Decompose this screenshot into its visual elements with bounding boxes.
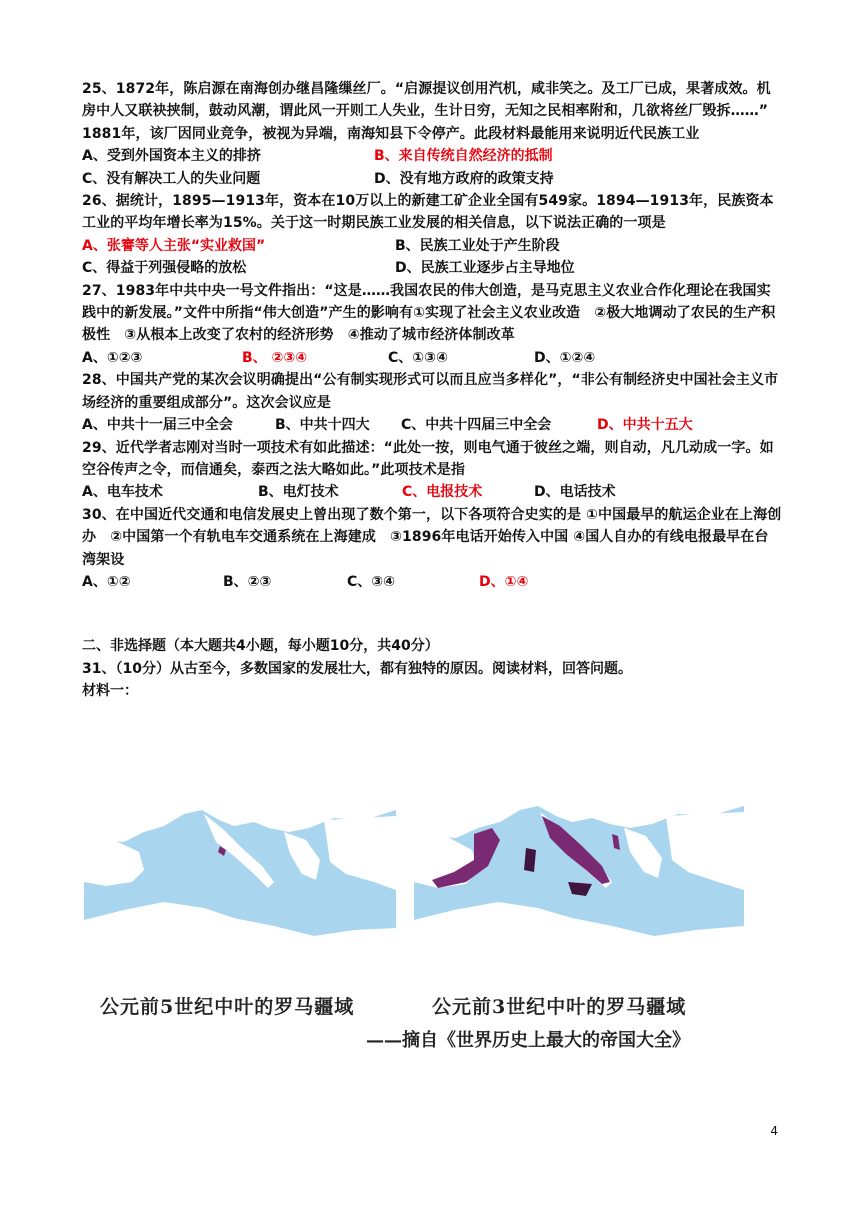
option-c: C、③④ — [347, 573, 395, 590]
question-stem: 25、1872年，陈启源在南海创办继昌隆缫丝厂。“启源提议创用汽机，咸非笑之。及工厂已成，果著成效。机房中人又联袂挟制，鼓动风潮，谓此风一开则工人失业，生计日穷，无知之民相率附和，几欲将丝厂毁拆……” 1881年，该厂因同业竞争，被视为异端，南海知县下令停产。此段材料最能用来说明近代民族工业 — [82, 81, 771, 142]
question-stem: 27、1983年中共中央一号文件指出：“这是……我国农民的伟大创造，是马克思主义农业合作化理论在我国实践中的新发展。”文件中所指“伟大创造”产生的影响有①实现了社会主义农业改造 ②极大地调动了农民的生产积极性 ③从根本上改变了农村的经济形势 ④推动了城市经济体制改革 — [82, 282, 776, 344]
question-27 — [82, 280, 782, 347]
map-source: ——摘自《世界历史上最大的帝国大全》 — [366, 1030, 690, 1051]
question-30 — [82, 504, 782, 571]
option-a: A、中共十一届三中全会 — [82, 417, 233, 434]
option-c: C、①③④ — [388, 349, 448, 366]
question-28 — [82, 369, 782, 414]
question-26 — [82, 190, 782, 235]
map-figure — [84, 770, 754, 1060]
options-row — [82, 414, 782, 436]
question-stem: 26、据统计，1895—1913年，资本在10万以上的新建工矿企业全国有549家。1894—1913年，民族资本工业的平均年增长率为15%。关于这一时期民族工业发展的相关信息，以下说法正确的一项是 — [82, 193, 774, 232]
option-b: B、民族工业处于产生阶段 — [395, 237, 560, 254]
option-a: A、①②③ — [82, 349, 143, 366]
option-b: B、来自传统自然经济的抵制 — [374, 148, 553, 165]
question-stem: 29、近代学者志刚对当时一项技术有如此描述：“此处一按，则电气通于彼丝之端，则自动，凡几动成一字。如空谷传声之令，而信通矣，泰西之法大略如此。”此项技术是指 — [82, 439, 774, 478]
option-a: A、①② — [82, 573, 131, 590]
options-row — [82, 168, 782, 190]
map-3rd-century-bc — [414, 770, 744, 982]
question-29 — [82, 437, 782, 482]
option-d: D、电话技术 — [534, 484, 616, 501]
section-heading — [82, 635, 782, 702]
options-row — [82, 145, 782, 167]
roman-territory-sardinia — [524, 848, 536, 872]
question-stem: 30、在中国近代交通和电信发展史上曾出现了数个第一，以下各项符合史实的是 ①中国最早的航运企业在上海创办 ②中国第一个有轨电车交通系统在上海建成 ③1896年电话开始传入中国 ④国人自办的有线电报最早在台湾架设 — [82, 506, 782, 568]
question-31: 31、（10分）从古至今，多数国家的发展壮大，都有独特的原因。阅读材料，回答问题。 — [82, 660, 632, 677]
map-5th-century-bc — [84, 770, 396, 980]
option-c: C、中共十四届三中全会 — [401, 417, 552, 434]
option-b: B、电灯技术 — [258, 484, 339, 501]
option-c: C、电报技术 — [402, 484, 483, 501]
option-b: B、中共十四大 — [275, 417, 370, 434]
option-c: C、没有解决工人的失业问题 — [82, 170, 261, 187]
right-map-caption: 公元前3世纪中叶的罗马疆域 — [432, 996, 687, 1018]
option-a: A、电车技术 — [82, 484, 163, 501]
option-c: C、得益于列强侵略的放松 — [82, 260, 247, 277]
option-a: A、张謇等人主张“实业救国” — [82, 237, 266, 254]
options-row — [82, 235, 782, 257]
options-row — [82, 347, 782, 369]
section-2-title: 二、非选择题（本大题共4小题，每小题10分，共40分） — [82, 638, 439, 655]
question-25 — [82, 78, 782, 145]
option-d: D、没有地方政府的政策支持 — [374, 170, 554, 187]
option-d: D、民族工业逐步占主导地位 — [395, 260, 575, 277]
question-stem: 28、中国共产党的某次会议明确提出“公有制实现形式可以而且应当多样化”，“非公有制经济史中国社会主义市场经济的重要组成部分”。这次会议应是 — [82, 372, 779, 411]
option-d: D、①④ — [479, 573, 529, 590]
left-map-caption: 公元前5世纪中叶的罗马疆域 — [100, 996, 355, 1018]
options-row — [82, 257, 782, 279]
option-b: B、②③ — [223, 573, 272, 590]
option-b: B、 ②③④ — [242, 349, 308, 366]
options-row — [82, 571, 782, 593]
material-1-label: 材料一： — [82, 683, 138, 700]
option-a: A、受到外国资本主义的排挤 — [82, 148, 261, 165]
option-d: D、中共十五大 — [597, 417, 693, 434]
options-row — [82, 481, 782, 503]
option-d: D、①②④ — [534, 349, 596, 366]
exam-page — [82, 78, 782, 703]
page-number: 4 — [770, 1124, 778, 1138]
